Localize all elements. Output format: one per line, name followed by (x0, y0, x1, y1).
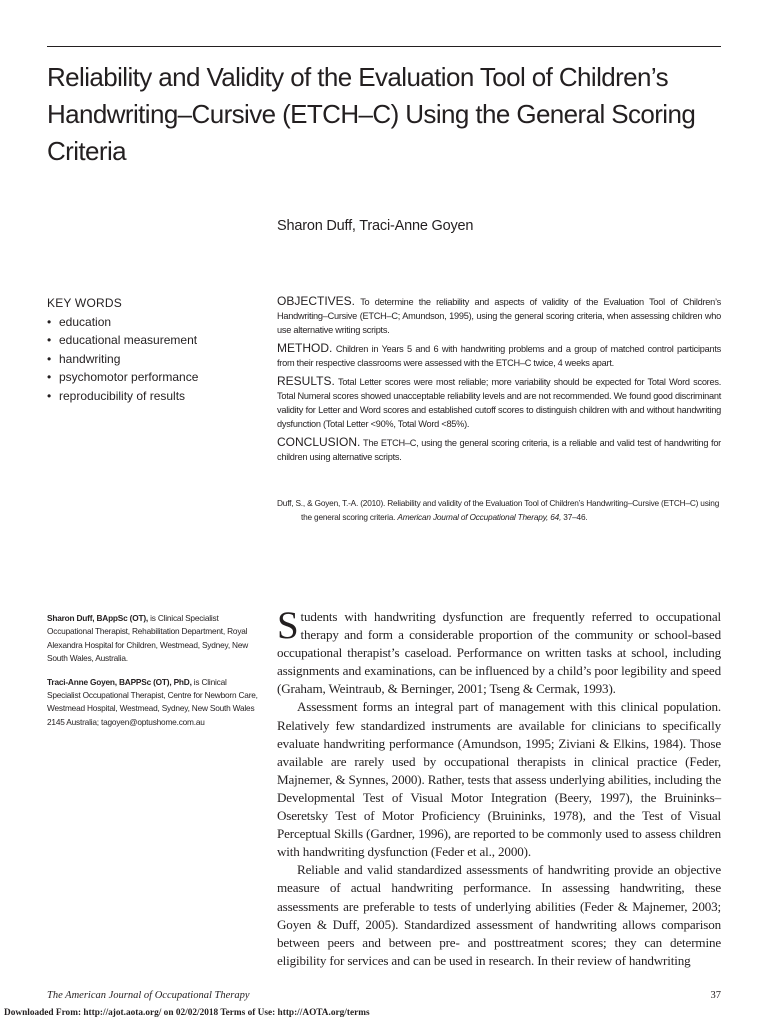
title-line-3: Criteria (47, 136, 126, 166)
keyword-item: • handwriting (47, 350, 198, 369)
abstract-label: RESULTS. (277, 374, 335, 388)
citation-text: Duff, S., & Goyen, T.-A. (2010). Reliability and validity of the Evaluation Tool of Children’s Handwriting–Cursive (ETCH–C) using the general scoring criteria. (277, 498, 720, 522)
keyword-item: • education (47, 313, 198, 332)
affiliation-text: is Clinical Specialist Occupational Therapist, Rehabilitation Department, Royal Alexandra Hospital for Children, Westmead, Sydney, New South Wales, Australia. (47, 613, 249, 664)
citation-pages: 37–46. (561, 512, 588, 522)
abstract-results (277, 374, 721, 431)
citation (277, 496, 721, 524)
article-title (47, 59, 727, 170)
abstract-conclusion (277, 435, 721, 464)
title-line-2: Handwriting–Cursive (ETCH–C) Using the General Scoring (47, 99, 696, 129)
abstract-method (277, 341, 721, 370)
body-paragraph-2: Assessment forms an integral part of management with this clinical population. Relatively few standardized instruments are available for clinicians to specifically evaluate handwriting performance (Amundson, 1995; Ziviani & Elkins, 1984). Those available are rarely used by occupational therapists in clinical practice (Feder, Majnemer, & Synnes, 2000). Rather, tests that assess underlying abilities, including the Developmental Test of Visual Motor Integration (Beery, 1997), the Bruininks–Oseretsky Test of Motor Proficiency (Bruininks, 1978), and the Test of Visual Perceptual Skills (Gardner, 1996), are reported to be commonly used to assess children with handwriting dysfunction (Feder et al., 2000). (277, 699, 721, 860)
affiliation-goyen (47, 676, 259, 730)
drop-cap: S (277, 604, 299, 647)
keyword-item: • psychomotor performance (47, 368, 198, 387)
top-rule (47, 46, 721, 47)
keywords-block (47, 294, 198, 405)
affiliation-name: Traci-Anne Goyen, BAPPSc (OT), PhD, (47, 676, 192, 687)
body-text (277, 604, 721, 970)
author-names: Sharon Duff, Traci-Anne Goyen (277, 218, 474, 234)
abstract-text: Children in Years 5 and 6 with handwriting problems and a group of matched control participants from their respective classrooms were assessed with the ETCH–C twice, 4 weeks apart. (277, 344, 721, 368)
abstract-text: To determine the reliability and aspects of validity of the Evaluation Tool of Children’s Handwriting–Cursive (ETCH–C; Amundson, 1995), using the general scoring criteria, when assessing children who use alternative writing scripts. (277, 297, 721, 335)
download-notice: Downloaded From: http://ajot.aota.org/ on 02/02/2018 Terms of Use: http://AOTA.org/terms (4, 1008, 370, 1018)
abstract-text: Total Letter scores were most reliable; more variability should be expected for Total Word scores. Total Numeral scores showed unacceptable reliability levels and are not recommended. We found good discriminant validity for Letter and Word scores and established cutoff scores to distinguish children with and without handwriting dysfunction (Total Letter <90%, Total Word <85%). (277, 377, 721, 429)
keywords-list (47, 313, 198, 406)
paragraph-text: tudents with handwriting dysfunction are frequently referred to occupational therapy and form a considerable proportion of the community or school-based occupational therapist’s caseload. Performance on written tasks at school, including assignments and examinations, can be influenced by a child’s poor legibility and speed (Graham, Weintraub, & Berninger, 2001; Tseng & Cermak, 1993). (277, 609, 721, 697)
footer-journal: The American Journal of Occupational Therapy (47, 990, 250, 1001)
citation-journal: American Journal of Occupational Therapy, 64, (397, 512, 562, 522)
abstract-label: OBJECTIVES. (277, 294, 356, 308)
abstract (277, 294, 721, 468)
abstract-label: CONCLUSION. (277, 435, 361, 449)
title-line-1: Reliability and Validity of the Evaluation Tool of Children’s (47, 62, 669, 92)
affiliation-duff (47, 612, 259, 666)
abstract-objectives (277, 294, 721, 337)
keyword-item: • reproducibility of results (47, 387, 198, 406)
body-paragraph-3: Reliable and valid standardized assessments of handwriting provide an objective measure of actual handwriting performance. In assessing handwriting, these assessments are preferable to tests of underlying abilities (Feder & Majnemer, 2003; Goyen & Duff, 2005). Standardized assessment of handwriting allows comparison between peers and between pre- and posttreatment scores; they can determine eligibility for services and can be used in research. In their review of handwriting (277, 862, 721, 968)
affiliation-text: is Clinical Specialist Occupational Therapist, Centre for Newborn Care, Westmead Hospital, Westmead, Sydney, New South Wales 2145 Australia; tagoyen@optushome.com.au (47, 676, 258, 727)
body-paragraph-1 (277, 604, 721, 698)
author-affiliations (47, 612, 259, 739)
page-number: 37 (710, 990, 721, 1001)
keyword-item: • educational measurement (47, 331, 198, 350)
affiliation-name: Sharon Duff, BAppSc (OT), (47, 613, 149, 623)
abstract-text: The ETCH–C, using the general scoring criteria, is a reliable and valid test of handwriting for children using alternative scripts. (277, 438, 721, 462)
keywords-heading: KEY WORDS (47, 296, 122, 310)
abstract-label: METHOD. (277, 341, 333, 355)
